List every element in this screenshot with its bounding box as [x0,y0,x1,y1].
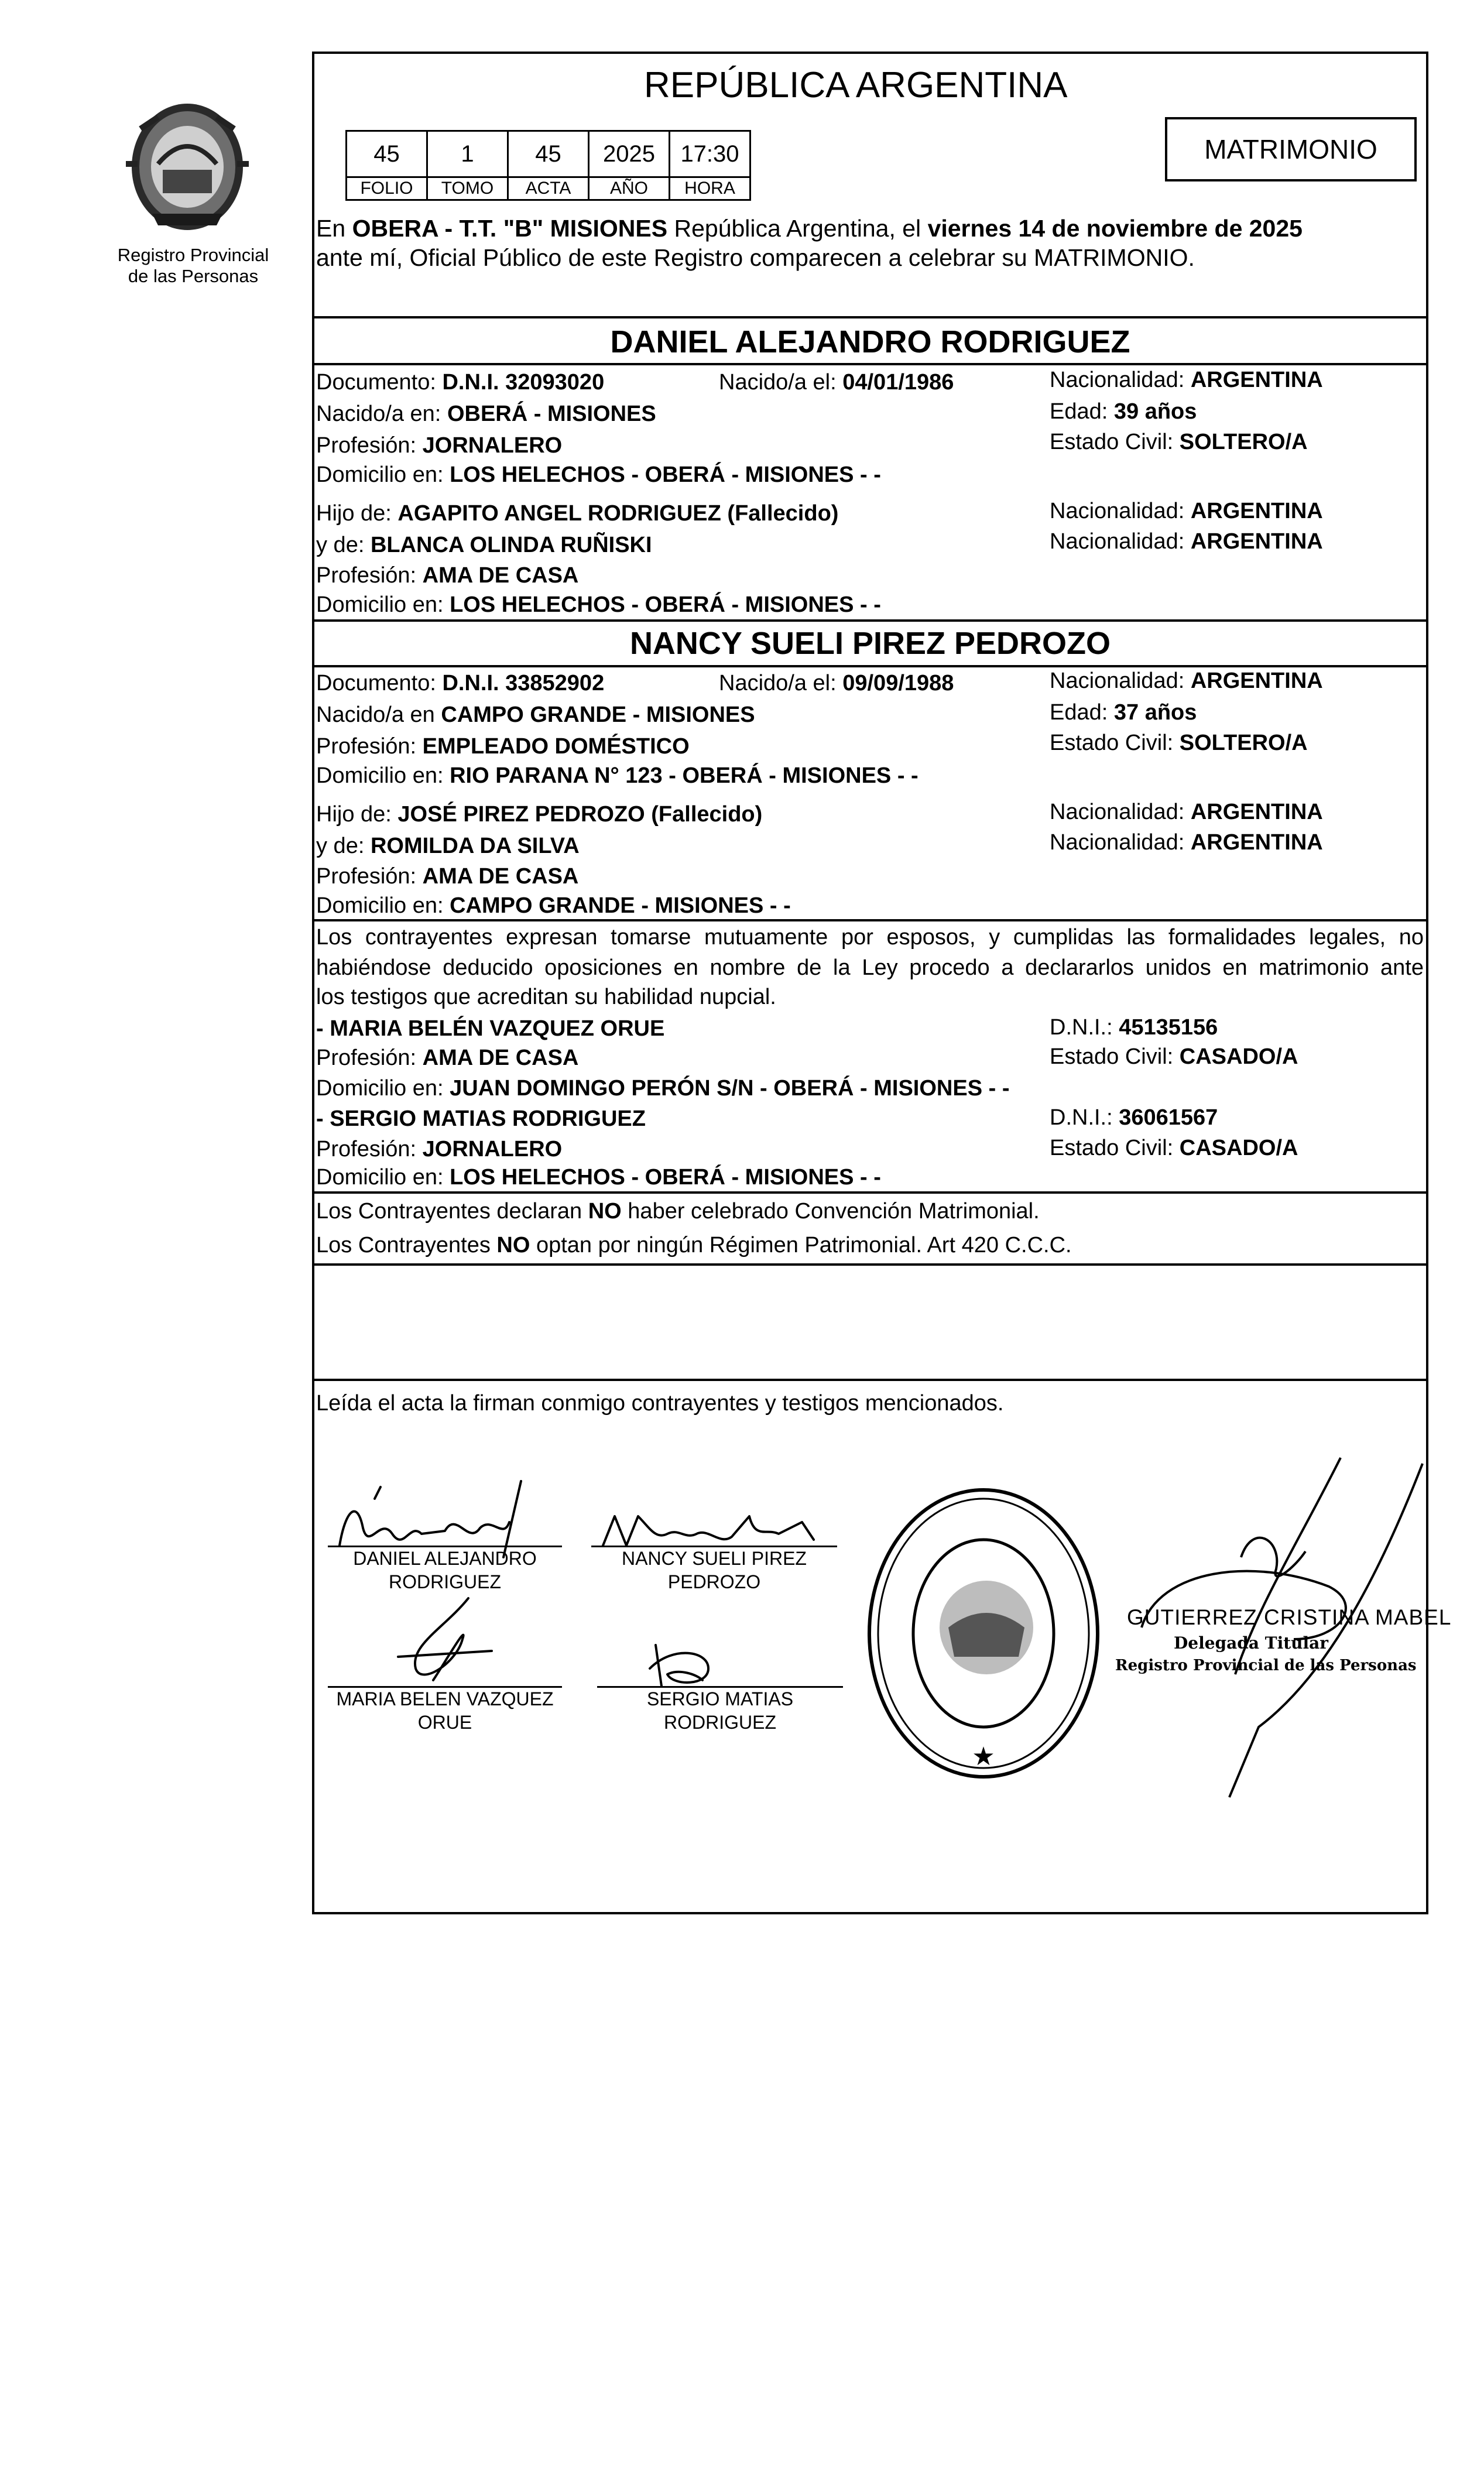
label: Domicilio en: [316,893,444,918]
label: Nacionalidad: [1050,669,1185,693]
spouse2-age-value: 37 años [1113,700,1197,725]
spouse1-born-in [316,399,656,429]
spouse1-birthdate [719,368,954,397]
label: Domicilio en: [316,763,444,788]
label: Estado Civil: [1050,731,1174,755]
witness1-dni [1050,1013,1218,1042]
label: Profesión: [316,864,417,889]
spouse1-born-in-value: OBERÁ - MISIONES [447,402,656,426]
witness2-domicile-value: LOS HELECHOS - OBERÁ - MISIONES - - [450,1165,881,1190]
year-value: 2025 [589,131,670,177]
stamp-official-title: Delegada Titular [1174,1633,1329,1653]
witness2-civil-value: CASADO/A [1179,1136,1298,1160]
witness2-civil [1050,1133,1298,1163]
spouse2-parent-profession [316,862,578,891]
signature-caption-4 [597,1687,843,1734]
signature-caption-2 [591,1547,837,1594]
witness1-name: - MARIA BELÉN VAZQUEZ ORUE [316,1016,665,1041]
intro-date: viernes 14 de noviembre de 2025 [927,215,1303,242]
spouse2-born-on: 09/09/1988 [842,671,954,695]
witness2-domicile [316,1163,881,1192]
witness1-profession [316,1043,578,1073]
divider [312,1379,1428,1381]
delegation-seal [861,1481,1106,1786]
declaration-line-1: Los contrayentes expresan tomarse mutuamente por esposos, y cumplidas las formalidades legales, no [316,925,1424,950]
divider [312,619,1428,622]
acta-label: ACTA [508,177,589,200]
spouse2-mother-value: ROMILDA DA SILVA [370,834,580,858]
spouse1-nat: ARGENTINA [1190,368,1323,392]
signature-maria [375,1592,515,1692]
label: Nacionalidad: [1050,529,1185,554]
spouse1-father-nat [1050,496,1323,526]
spouse1-civil-value: SOLTERO/A [1179,430,1308,454]
spouse2-name: NANCY SUELI PIREZ PEDROZO [629,626,1111,661]
sig4-line1: SERGIO MATIAS [646,1688,794,1709]
label: Profesión: [316,563,417,588]
svg-text:★: ★ [972,1742,995,1772]
spouse2-father-nat-value: ARGENTINA [1190,800,1323,824]
divider [312,1263,1428,1266]
label: Domicilio en: [316,1165,444,1190]
label: Estado Civil: [1050,1044,1174,1069]
spouse2-civil [1050,728,1308,758]
label: y de: [316,533,365,557]
spouse1-domicile [316,460,881,489]
spouse2-profession-value: EMPLEADO DOMÉSTICO [422,734,690,759]
sig1-line2: RODRIGUEZ [389,1571,501,1592]
spouse1-born-on: 04/01/1986 [842,370,954,395]
spouse1-mother-nat-value: ARGENTINA [1190,529,1323,554]
text: Los Contrayentes declaran [316,1199,582,1224]
label: Nacionalidad: [1050,368,1185,392]
spouse2-mother [316,831,580,861]
tomo-value: 1 [427,131,508,177]
label: Nacionalidad: [1050,800,1185,824]
act-type-box: MATRIMONIO [1165,117,1417,181]
label: Documento: [316,671,436,695]
spouse1-age [1050,397,1197,426]
text: optan por ningún Régimen Patrimonial. Art 420 C.C.C. [536,1233,1072,1258]
witness1-domicile-value: JUAN DOMINGO PERÓN S/N - OBERÁ - MISIONES - - [450,1076,1010,1101]
logo-caption-line1: Registro Provincial [117,245,269,265]
folio-value: 45 [347,131,427,177]
witness1-civil [1050,1042,1298,1071]
text-bold: NO [496,1233,530,1258]
spouse2-born-in-value: CAMPO GRANDE - MISIONES [441,703,755,727]
logo-caption-line2: de las Personas [128,266,259,286]
label: Estado Civil: [1050,1136,1174,1160]
spouse1-father [316,499,838,528]
witness2-profession [316,1135,562,1164]
spouse1-parent-profession [316,561,578,590]
spouse2-doc: D.N.I. 33852902 [442,671,605,695]
spouse1-parent-domicile [316,590,881,619]
sig2-line1: NANCY SUELI PIREZ [622,1548,807,1569]
tomo-label: TOMO [427,177,508,200]
stamp-official-office: Registro Provincial de las Personas [1115,1657,1417,1674]
intro-line-1 [316,213,1423,244]
spouse1-father-nat-value: ARGENTINA [1190,499,1323,523]
witness2-name: - SERGIO MATIAS RODRIGUEZ [316,1106,646,1131]
spouse1-parent-dom-value: LOS HELECHOS - OBERÁ - MISIONES - - [450,592,881,617]
spouse2-age [1050,698,1197,727]
witness1-profession-value: AMA DE CASA [422,1046,579,1070]
label: Nacionalidad: [1050,499,1185,523]
spouse2-mother-nat [1050,828,1323,857]
label: D.N.I.: [1050,1015,1113,1040]
spouse2-father [316,800,762,829]
witness1-civil-value: CASADO/A [1179,1044,1298,1069]
label: Nacido/a en: [316,402,441,426]
spouse2-doc-row [316,669,604,698]
declaration-line-3: los testigos que acreditan su habilidad nupcial. [316,985,776,1009]
spouse2-birthdate [719,669,954,698]
spouse1-profession [316,431,562,460]
hour-value: 17:30 [670,131,750,177]
spouse2-parent-dom-value: CAMPO GRANDE - MISIONES - - [450,893,791,918]
spouse2-civil-value: SOLTERO/A [1179,731,1308,755]
convention-line-1 [316,1197,1040,1226]
witness2-profession-value: JORNALERO [422,1137,563,1161]
spouse1-mother [316,530,652,560]
label: Estado Civil: [1050,430,1174,454]
label: Profesión: [316,734,417,759]
spouse2-domicile-value: RIO PARANA N° 123 - OBERÁ - MISIONES - - [450,763,918,788]
spouse1-doc-row [316,368,604,397]
folio-label: FOLIO [347,177,427,200]
spouse2-mother-nat-value: ARGENTINA [1190,830,1323,855]
witness1-dni-value: 45135156 [1119,1015,1218,1040]
label: Domicilio en: [316,1076,444,1101]
spouse2-born-in [316,700,755,729]
spouse1-nationality [1050,365,1323,395]
sig4-line2: RODRIGUEZ [664,1712,776,1733]
sig2-line2: PEDROZO [667,1571,761,1592]
closing-statement: Leída el acta la firman conmigo contrayentes y testigos mencionados. [316,1391,1004,1416]
spouse2-parent-domicile [316,891,791,920]
label: Nacido/a en [316,703,435,727]
spouse1-domicile-value: LOS HELECHOS - OBERÁ - MISIONES - - [450,462,881,487]
hour-label: HORA [670,177,750,200]
text: Los Contrayentes [316,1233,491,1258]
spouse1-age-value: 39 años [1113,399,1197,424]
spouse1-civil [1050,427,1308,457]
signature-sergio [638,1633,755,1692]
divider [312,316,1428,318]
spouse1-father-value: AGAPITO ANGEL RODRIGUEZ (Fallecido) [397,501,839,526]
label: Domicilio en: [316,462,444,487]
label: Nacido/a el: [719,370,837,395]
sig1-line1: DANIEL ALEJANDRO [353,1548,537,1569]
label: Hijo de: [316,501,392,526]
intro-place: OBERA - T.T. "B" MISIONES [352,215,668,242]
country-title: REPÚBLICA ARGENTINA [644,65,1068,105]
label: Profesión: [316,1046,417,1070]
spouse2-nationality [1050,666,1323,695]
spouse2-father-nat [1050,797,1323,827]
year-label: AÑO [589,177,670,200]
label: Nacionalidad: [1050,830,1185,855]
intro-en: En [316,215,346,242]
spouse1-parent-prof-value: AMA DE CASA [422,563,579,588]
sig3-line2: ORUE [417,1712,472,1733]
spouse2-profession [316,732,690,761]
registry-numbers-table [345,130,751,201]
witness1-domicile [316,1074,1009,1103]
spouse2-nat: ARGENTINA [1190,669,1323,693]
label: Edad: [1050,399,1108,424]
spouse2-father-value: JOSÉ PIREZ PEDROZO (Fallecido) [397,802,763,827]
signature-caption-1 [328,1547,562,1594]
label: Domicilio en: [316,592,444,617]
spouse2-domicile [316,761,918,790]
spouse1-doc: D.N.I. 32093020 [442,370,605,395]
spouse1-profession-value: JORNALERO [422,433,563,458]
text: haber celebrado Convención Matrimonial. [628,1199,1040,1224]
label: Edad: [1050,700,1108,725]
sig3-line1: MARIA BELEN VAZQUEZ [336,1688,554,1709]
convention-line-2 [316,1231,1072,1260]
label: D.N.I.: [1050,1105,1113,1130]
signature-caption-3 [328,1687,562,1734]
spouse2-parent-prof-value: AMA DE CASA [422,864,579,889]
label: Profesión: [316,433,417,458]
intro-country: República Argentina, el [674,215,921,242]
label: y de: [316,834,365,858]
spouse1-mother-value: BLANCA OLINDA RUÑISKI [370,533,652,557]
spouse1-mother-nat [1050,527,1323,556]
label: Profesión: [316,1137,417,1161]
witness2-dni-value: 36061567 [1119,1105,1218,1130]
spouse1-name: DANIEL ALEJANDRO RODRIGUEZ [610,324,1130,359]
declaration-line-2: habiéndose deducido oposiciones en nombre de la Ley procedo a declararlos unidos en matrimonio ante [316,955,1424,980]
label: Nacido/a el: [719,671,837,695]
stamp-official-name: GUTIERREZ CRISTINA MABEL [1127,1605,1452,1629]
text-bold: NO [588,1199,622,1224]
label: Documento: [316,370,436,395]
registry-logo [117,94,258,240]
logo-caption [82,245,304,287]
label: Hijo de: [316,802,392,827]
acta-value: 45 [508,131,589,177]
witness2-dni [1050,1103,1218,1132]
intro-line-2: ante mí, Oficial Público de este Registro comparecen a celebrar su MATRIMONIO. [316,244,1195,271]
